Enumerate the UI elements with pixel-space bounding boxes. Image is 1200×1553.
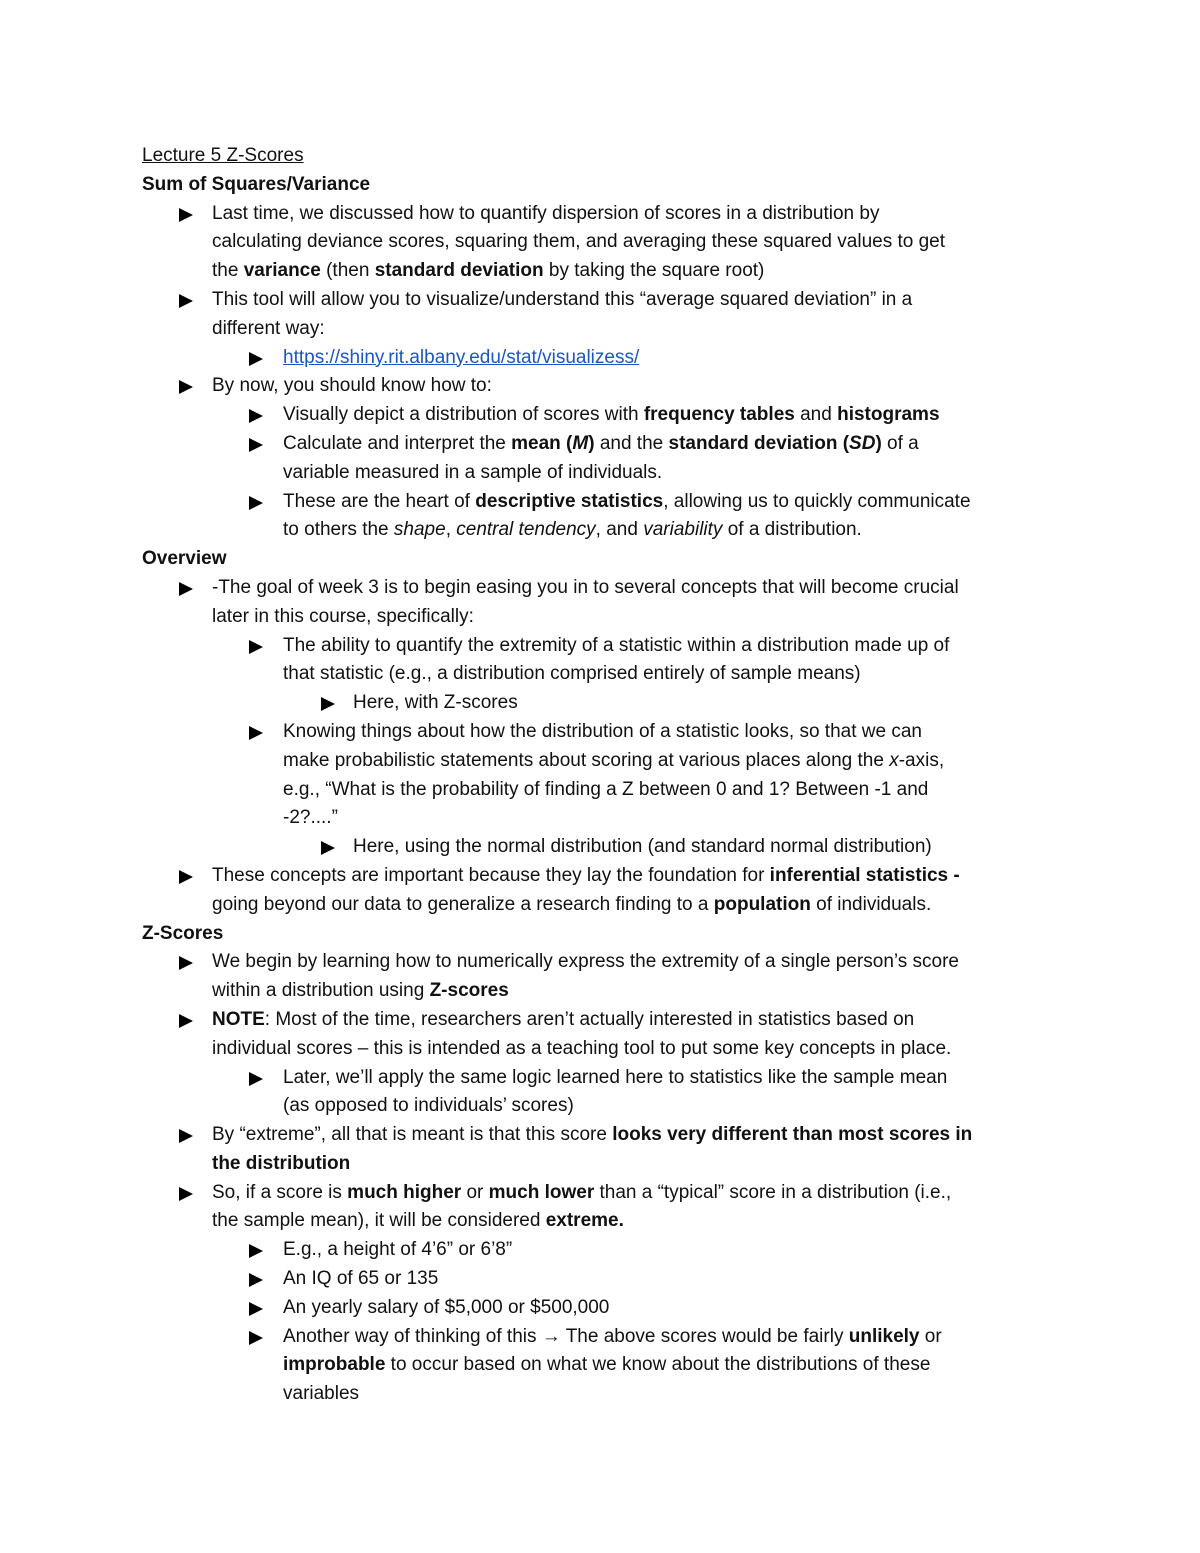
bullet-arrow-icon	[248, 344, 266, 373]
list-item: Here, using the normal distribution (and standard normal distribution)	[142, 833, 1082, 862]
list-item: Later, we’ll apply the same logic learned here to statistics like the sample mean	[142, 1064, 1082, 1093]
list-item: These concepts are important because they lay the foundation for inferential statistics -	[142, 862, 1082, 891]
list-item-continuation: -2?....”	[283, 807, 338, 829]
bullet-arrow-icon	[178, 372, 196, 401]
list-item: E.g., a height of 4’6” or 6’8”	[142, 1236, 1082, 1265]
lecture-title: Lecture 5 Z-Scores	[142, 145, 304, 166]
list-item: These are the heart of descriptive statistics, allowing us to quickly communicate	[142, 488, 1082, 517]
bullet-arrow-icon	[178, 574, 196, 603]
list-item-continuation: calculating deviance scores, squaring them, and averaging these squared values to get	[212, 231, 946, 253]
list-item-continuation: to others the shape, central tendency, and variability of a distribution.	[283, 519, 862, 541]
bullet-arrow-icon	[248, 1265, 266, 1294]
bullet-arrow-icon	[178, 1121, 196, 1150]
bullet-arrow-icon	[320, 689, 338, 718]
list-item: An yearly salary of $5,000 or $500,000	[142, 1294, 1082, 1323]
bullet-arrow-icon	[178, 286, 196, 315]
list-item: This tool will allow you to visualize/understand this “average squared deviation” in a	[142, 286, 1082, 315]
list-item-continuation: individual scores – this is intended as a teaching tool to put some key concepts in place.	[212, 1037, 952, 1059]
list-item-continuation: the distribution	[212, 1152, 351, 1174]
list-item-continuation: the sample mean), it will be considered extreme.	[212, 1210, 624, 1232]
list-item-continuation: going beyond our data to generalize a research finding to a population of individuals.	[212, 893, 932, 915]
bullet-arrow-icon	[248, 1294, 266, 1323]
list-item	[142, 344, 1082, 373]
list-item: -The goal of week 3 is to begin easing you in to several concepts that will become crucial	[142, 574, 1082, 603]
list-item-continuation: variable measured in a sample of individuals.	[283, 461, 663, 483]
list-item-continuation: (as opposed to individuals’ scores)	[283, 1095, 574, 1117]
right-arrow-icon: →	[541, 1325, 561, 1347]
list-item-continuation: improbable to occur based on what we know about the distributions of these	[283, 1354, 931, 1376]
list-item: An IQ of 65 or 135	[142, 1265, 1082, 1294]
bullet-arrow-icon	[178, 200, 196, 229]
list-item: Calculate and interpret the mean (M) and the standard deviation (SD) of a	[142, 430, 1082, 459]
list-item: We begin by learning how to numerically express the extremity of a single person’s score	[142, 948, 1082, 977]
list-item: By “extreme”, all that is meant is that this score looks very different than most scores in	[142, 1121, 1082, 1150]
list-item: Last time, we discussed how to quantify dispersion of scores in a distribution by	[142, 200, 1082, 229]
bullet-arrow-icon	[178, 1006, 196, 1035]
bullet-arrow-icon	[248, 632, 266, 661]
bullet-arrow-icon	[248, 1323, 266, 1352]
list-item-continuation: variables	[283, 1383, 360, 1405]
bullet-arrow-icon	[248, 1236, 266, 1265]
bullet-arrow-icon	[248, 430, 266, 459]
list-item: Knowing things about how the distribution of a statistic looks, so that we can	[142, 718, 1082, 747]
bullet-arrow-icon	[248, 488, 266, 517]
bullet-arrow-icon	[248, 1064, 266, 1093]
list-item: So, if a score is much higher or much lower than a “typical” score in a distribution (i.e.,	[142, 1179, 1082, 1208]
list-item: Visually depict a distribution of scores with frequency tables and histograms	[142, 401, 1082, 430]
list-item-continuation: different way:	[212, 317, 325, 339]
list-item: By now, you should know how to:	[142, 372, 1082, 401]
bullet-arrow-icon	[178, 948, 196, 977]
list-item-continuation: make probabilistic statements about scoring at various places along the x-axis,	[283, 749, 945, 771]
bullet-arrow-icon	[320, 833, 338, 862]
bullet-arrow-icon	[248, 401, 266, 430]
list-item: The ability to quantify the extremity of a statistic within a distribution made up of	[142, 632, 1082, 661]
list-item: Another way of thinking of this → The above scores would be fairly unlikely or	[142, 1323, 1082, 1352]
list-item-continuation: the variance (then standard deviation by taking the square root)	[212, 260, 765, 282]
section-heading-z-scores: Z-Scores	[142, 922, 224, 944]
list-item-continuation: later in this course, specifically:	[212, 605, 474, 627]
bullet-arrow-icon	[178, 1179, 196, 1208]
list-item-continuation: that statistic (e.g., a distribution comprised entirely of sample means)	[283, 663, 861, 685]
list-item-continuation: e.g., “What is the probability of finding a Z between 0 and 1? Between -1 and	[283, 778, 929, 800]
section-heading-sum-of-squares: Sum of Squares/Variance	[142, 173, 371, 195]
list-item-continuation: within a distribution using Z-scores	[212, 980, 509, 1002]
document-body	[142, 142, 1082, 1409]
section-heading-overview: Overview	[142, 548, 227, 570]
bullet-arrow-icon	[248, 718, 266, 747]
lecture-title-line	[142, 142, 1082, 171]
list-item: NOTE: Most of the time, researchers aren’t actually interested in statistics based on	[142, 1006, 1082, 1035]
visualize-ss-link[interactable]: https://shiny.rit.albany.edu/stat/visualizess/	[283, 346, 640, 368]
list-item: Here, with Z-scores	[142, 689, 1082, 718]
bullet-arrow-icon	[178, 862, 196, 891]
